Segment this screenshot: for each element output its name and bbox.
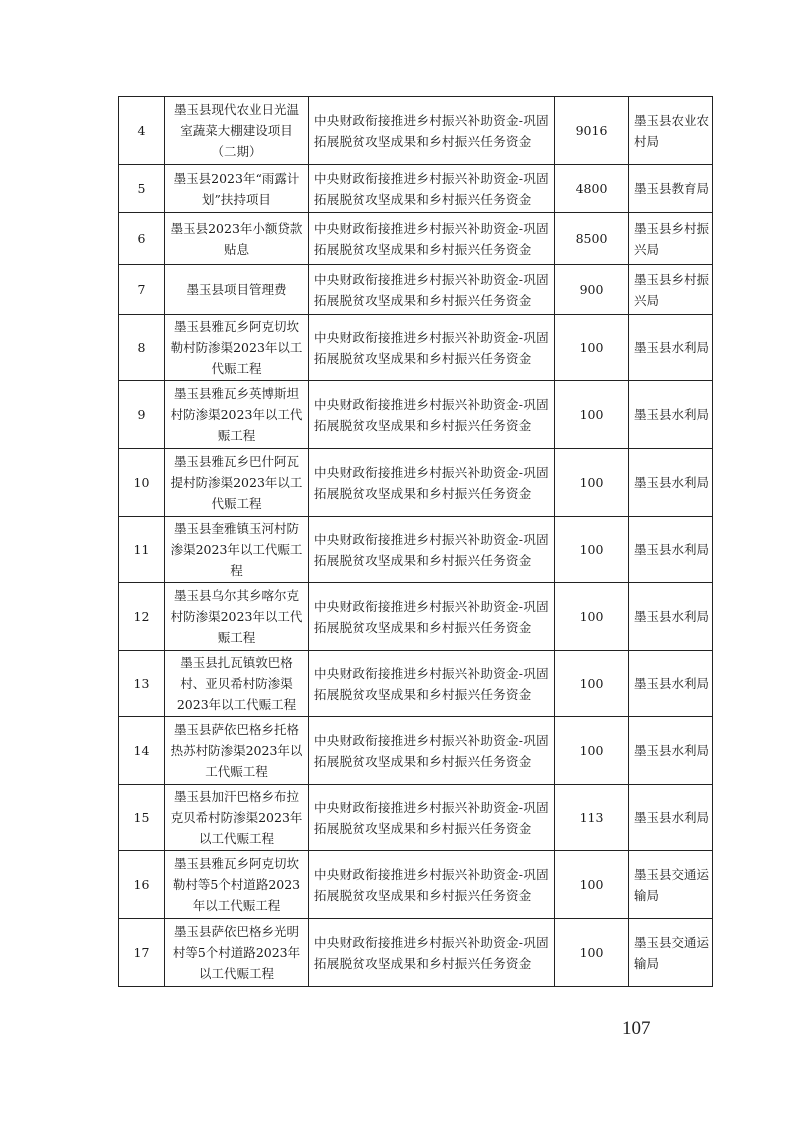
table-body	[119, 97, 713, 987]
row-number: 12	[119, 583, 165, 651]
project-name: 墨玉县雅瓦乡阿克切坎勒村等5个村道路2023年以工代赈工程	[165, 851, 309, 919]
row-number: 4	[119, 97, 165, 165]
fund-source: 中央财政衔接推进乡村振兴补助资金-巩固拓展脱贫攻坚成果和乡村振兴任务资金	[309, 851, 555, 919]
page-number: 107	[622, 1018, 651, 1039]
project-name: 墨玉县雅瓦乡巴什阿瓦提村防渗渠2023年以工代赈工程	[165, 449, 309, 517]
row-number: 17	[119, 919, 165, 987]
table-row	[119, 651, 713, 717]
fund-source: 中央财政衔接推进乡村振兴补助资金-巩固拓展脱贫攻坚成果和乡村振兴任务资金	[309, 165, 555, 213]
fund-source: 中央财政衔接推进乡村振兴补助资金-巩固拓展脱贫攻坚成果和乡村振兴任务资金	[309, 785, 555, 851]
responsible-unit: 墨玉县水利局	[629, 315, 713, 381]
project-name: 墨玉县扎瓦镇敦巴格村、亚贝希村防渗渠2023年以工代赈工程	[165, 651, 309, 717]
project-name: 墨玉县项目管理费	[165, 265, 309, 315]
responsible-unit: 墨玉县乡村振兴局	[629, 213, 713, 265]
amount: 100	[555, 717, 629, 785]
row-number: 15	[119, 785, 165, 851]
project-name: 墨玉县雅瓦乡阿克切坎勒村防渗渠2023年以工代赈工程	[165, 315, 309, 381]
table-row	[119, 919, 713, 987]
responsible-unit: 墨玉县水利局	[629, 785, 713, 851]
fund-source: 中央财政衔接推进乡村振兴补助资金-巩固拓展脱贫攻坚成果和乡村振兴任务资金	[309, 717, 555, 785]
row-number: 10	[119, 449, 165, 517]
fund-source: 中央财政衔接推进乡村振兴补助资金-巩固拓展脱贫攻坚成果和乡村振兴任务资金	[309, 583, 555, 651]
fund-source: 中央财政衔接推进乡村振兴补助资金-巩固拓展脱贫攻坚成果和乡村振兴任务资金	[309, 315, 555, 381]
row-number: 13	[119, 651, 165, 717]
fund-source: 中央财政衔接推进乡村振兴补助资金-巩固拓展脱贫攻坚成果和乡村振兴任务资金	[309, 919, 555, 987]
responsible-unit: 墨玉县水利局	[629, 381, 713, 449]
table-row	[119, 265, 713, 315]
project-name: 墨玉县奎雅镇玉河村防渗渠2023年以工代赈工程	[165, 517, 309, 583]
row-number: 5	[119, 165, 165, 213]
fund-source: 中央财政衔接推进乡村振兴补助资金-巩固拓展脱贫攻坚成果和乡村振兴任务资金	[309, 213, 555, 265]
table-row	[119, 315, 713, 381]
amount: 100	[555, 315, 629, 381]
amount: 100	[555, 851, 629, 919]
project-name: 墨玉县乌尔其乡喀尔克村防渗渠2023年以工代赈工程	[165, 583, 309, 651]
responsible-unit: 墨玉县乡村振兴局	[629, 265, 713, 315]
row-number: 16	[119, 851, 165, 919]
project-name: 墨玉县加汗巴格乡布拉克贝希村防渗渠2023年以工代赈工程	[165, 785, 309, 851]
table-row	[119, 717, 713, 785]
allocation-table	[118, 96, 713, 987]
row-number: 9	[119, 381, 165, 449]
amount: 100	[555, 381, 629, 449]
project-name: 墨玉县现代农业日光温室蔬菜大棚建设项目（二期）	[165, 97, 309, 165]
table-row	[119, 213, 713, 265]
row-number: 7	[119, 265, 165, 315]
project-name: 墨玉县萨依巴格乡托格热苏村防渗渠2023年以工代赈工程	[165, 717, 309, 785]
table-row	[119, 583, 713, 651]
table-row	[119, 851, 713, 919]
fund-source: 中央财政衔接推进乡村振兴补助资金-巩固拓展脱贫攻坚成果和乡村振兴任务资金	[309, 381, 555, 449]
amount: 113	[555, 785, 629, 851]
fund-source: 中央财政衔接推进乡村振兴补助资金-巩固拓展脱贫攻坚成果和乡村振兴任务资金	[309, 97, 555, 165]
row-number: 14	[119, 717, 165, 785]
responsible-unit: 墨玉县水利局	[629, 583, 713, 651]
responsible-unit: 墨玉县水利局	[629, 651, 713, 717]
responsible-unit: 墨玉县水利局	[629, 449, 713, 517]
fund-source: 中央财政衔接推进乡村振兴补助资金-巩固拓展脱贫攻坚成果和乡村振兴任务资金	[309, 265, 555, 315]
amount: 100	[555, 651, 629, 717]
table-row	[119, 449, 713, 517]
row-number: 11	[119, 517, 165, 583]
fund-source: 中央财政衔接推进乡村振兴补助资金-巩固拓展脱贫攻坚成果和乡村振兴任务资金	[309, 449, 555, 517]
amount: 100	[555, 517, 629, 583]
project-name: 墨玉县2023年小额贷款贴息	[165, 213, 309, 265]
amount: 8500	[555, 213, 629, 265]
responsible-unit: 墨玉县水利局	[629, 517, 713, 583]
amount: 9016	[555, 97, 629, 165]
row-number: 8	[119, 315, 165, 381]
table-row	[119, 785, 713, 851]
fund-source: 中央财政衔接推进乡村振兴补助资金-巩固拓展脱贫攻坚成果和乡村振兴任务资金	[309, 651, 555, 717]
table-row	[119, 381, 713, 449]
table-row	[119, 97, 713, 165]
responsible-unit: 墨玉县交通运输局	[629, 851, 713, 919]
responsible-unit: 墨玉县水利局	[629, 717, 713, 785]
amount: 100	[555, 449, 629, 517]
amount: 100	[555, 919, 629, 987]
table-row	[119, 517, 713, 583]
responsible-unit: 墨玉县交通运输局	[629, 919, 713, 987]
amount: 900	[555, 265, 629, 315]
responsible-unit: 墨玉县农业农村局	[629, 97, 713, 165]
amount: 100	[555, 583, 629, 651]
row-number: 6	[119, 213, 165, 265]
project-name: 墨玉县2023年“雨露计划”扶持项目	[165, 165, 309, 213]
amount: 4800	[555, 165, 629, 213]
project-name: 墨玉县雅瓦乡英博斯坦村防渗渠2023年以工代赈工程	[165, 381, 309, 449]
project-name: 墨玉县萨依巴格乡光明村等5个村道路2023年以工代赈工程	[165, 919, 309, 987]
fund-source: 中央财政衔接推进乡村振兴补助资金-巩固拓展脱贫攻坚成果和乡村振兴任务资金	[309, 517, 555, 583]
responsible-unit: 墨玉县教育局	[629, 165, 713, 213]
table-row	[119, 165, 713, 213]
